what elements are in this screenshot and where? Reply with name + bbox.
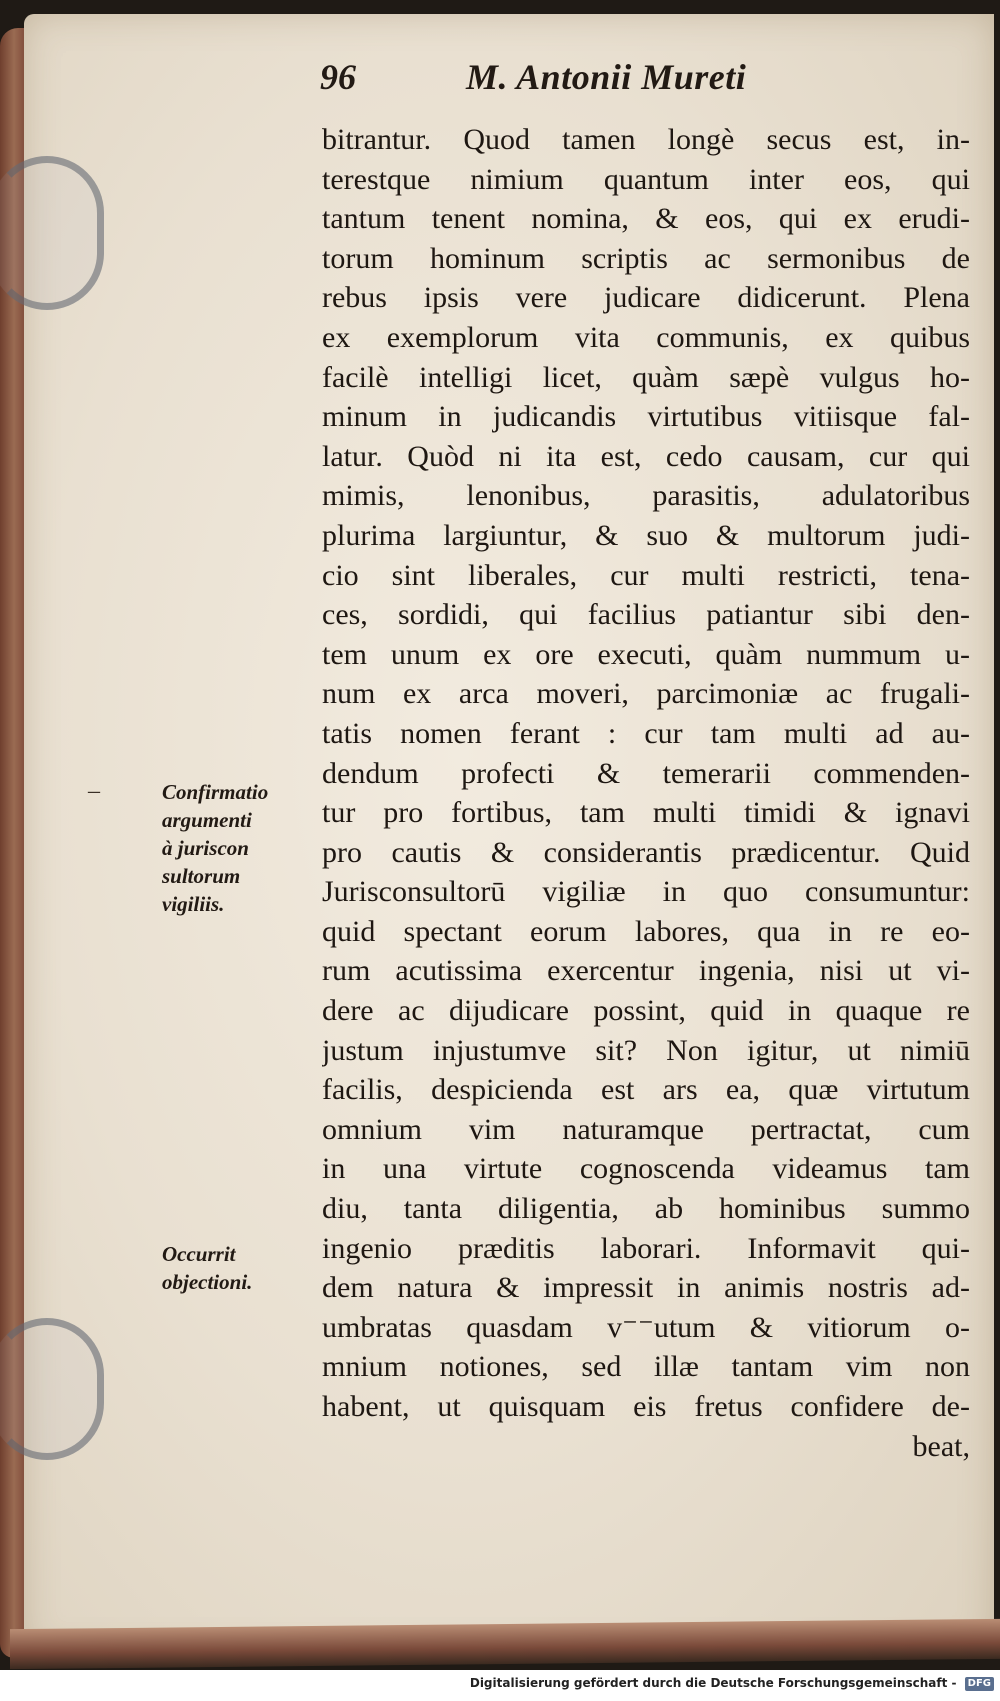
text-line: rum acutissima exercentur ingenia, nisi ut vi- [322,954,970,988]
text-line: Jurisconsultorū vigiliæ in quo consumuntur: [322,875,970,909]
clip-top-icon [0,156,104,310]
running-head: M. Antonii Mureti [466,57,747,97]
margin-note-occurrit [162,1240,312,1296]
text-line: habent, ut quisquam eis fretus confidere de- [322,1390,970,1423]
text-line: omnium vim naturamque pertractat, cum [322,1112,970,1146]
text-line: dendum profecti & temerarii commenden- [322,756,970,790]
margin-note-line: vigiliis. [162,892,225,916]
text-line: mnium notiones, sed illæ tantam vim non [322,1350,970,1384]
text-line: facilè intelligi licet, quàm sæpè vulgus ho- [322,360,970,394]
text-line: latur. Quòd ni ita est, cedo causam, cur qui [322,439,970,473]
margin-note-line: objectioni. [162,1270,253,1294]
page-number: 96 [320,57,356,97]
page-header [320,56,840,108]
text-line: bitrantur. Quod tamen longè secus est, in- [322,123,970,156]
dfg-logo-icon: DFG [965,1677,994,1691]
margin-note-confirmatio [162,778,312,918]
text-line: terestque nimium quantum inter eos, qui [322,162,970,196]
text-line: in una virtute cognoscenda videamus tam [322,1152,970,1186]
margin-note-line: à juriscon [162,836,249,860]
margin-dash: – [88,778,100,804]
margin-note-line: sultorum [162,864,241,888]
margin-note-line: Occurrit [162,1242,236,1266]
margin-note-line: argumenti [162,808,252,832]
text-line: num ex arca moveri, parcimoniæ ac frugali- [322,677,970,711]
text-line: dem natura & impressit in animis nostris ad- [322,1271,970,1305]
text-line: torum hominum scriptis ac sermonibus de [322,241,970,275]
text-line: justum injustumve sit? Non igitur, ut nimiū [322,1033,970,1067]
clip-bottom-icon [0,1318,104,1460]
text-line: tur pro fortibus, tam multi timidi & ignavi [322,796,970,830]
text-line: tatis nomen ferant : cur tam multi ad au- [322,716,970,750]
text-line: facilis, despicienda est ars ea, quæ virtutum [322,1073,970,1107]
text-line: quid spectant eorum labores, qua in re eo- [322,914,970,948]
text-line: diu, tanta diligentia, ab hominibus summo [322,1192,970,1226]
text-line: ces, sordidi, qui facilius patiantur sibi den- [322,598,970,632]
text-line: pro cautis & considerantis prædicentur. Quid [322,835,970,869]
text-line: rebus ipsis vere judicare didicerunt. Plena [322,281,970,315]
body-text [322,120,970,1466]
catchword-line: beat, [912,1429,970,1463]
text-line: ex exemplorum vita communis, ex quibus [322,320,970,354]
digitization-credit [0,1676,994,1696]
text-line: dere ac dijudicare possint, quid in quaque re [322,994,970,1028]
text-line: plurima largiuntur, & suo & multorum judi- [322,518,970,552]
text-line: minum in judicandis virtutibus vitiisque fal- [322,400,970,434]
text-line: mimis, lenonibus, parasitis, adulatoribus [322,479,970,513]
text-line: cio sint liberales, cur multi restricti, tena- [322,558,970,592]
text-line: tem unum ex ore executi, quàm nummum u- [322,637,970,671]
text-line: umbratas quasdam v⁻⁻utum & vitiorum o- [322,1310,970,1344]
credit-text: Digitalisierung gefördert durch die Deutsche Forschungsgemeinschaft - [469,1676,957,1690]
text-line: tantum tenent nomina, & eos, qui ex erudi- [322,202,970,236]
margin-note-line: Confirmatio [162,780,269,804]
text-line: ingenio præditis laborari. Informavit qui- [322,1231,970,1265]
